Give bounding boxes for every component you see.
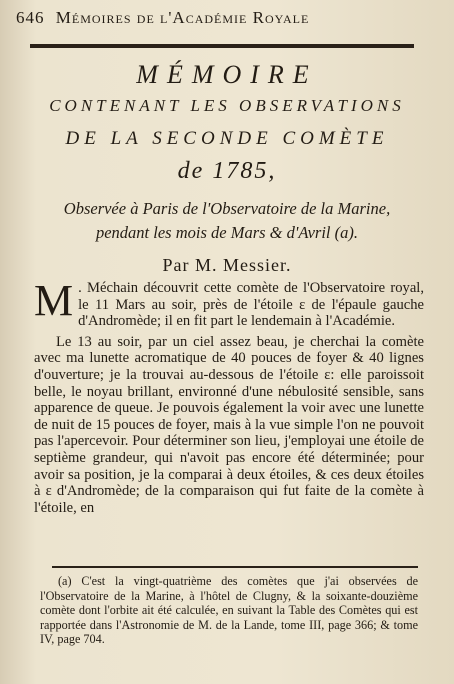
title-subline-1: CONTENANT LES OBSERVATIONS xyxy=(49,96,405,115)
header-rule xyxy=(30,44,414,48)
footnote-text: (a) C'est la vingt-quatrième des comètes que j'ai observées de l'Observatoire de la Marine, à l'hôtel de Clugny, & la soixante-douzième comète dont l'orbite ait été calculée, en suivant la Table des Comètes qui est rapportée dans l'Astronomie de M. de la Lande, tome III, page 366; & tome IV, page 704. xyxy=(40,574,418,647)
paragraph-1-text: . Méchain découvrit cette comète de l'Observatoire royal, le 11 Mars au soir, près de l'étoile ε de l'épaule gauche d'Andromède; il en fit part le lendemain à l'Académie. xyxy=(78,280,424,330)
observation-line-2: pendant les mois de Mars & d'Avril (a). xyxy=(95,223,358,242)
running-head xyxy=(16,8,446,30)
author-line: Par M. Messier. xyxy=(162,255,292,275)
memoir-title: MÉMOIRE xyxy=(136,60,318,89)
title-subline-2: DE LA SECONDE COMÈTE xyxy=(65,128,389,149)
title-year: de 1785, xyxy=(177,158,277,184)
body-text xyxy=(34,276,424,516)
footnote xyxy=(40,574,418,647)
paragraph-1 xyxy=(34,276,424,330)
paragraph-2: Le 13 au soir, par un ciel assez beau, je cherchai la comète avec ma lunette acromatique de 40 pouces de foyer & 40 lignes d'ouverture; je la trouvai au-dessous de l'étoile ε: elle paroissoit belle, le noyau brillant, environné d'une nébulosité sensible, sans apparence de queue. Je pouvois également la voir avec une lunette de nuit de 15 pouces de foyer, mais à la vue simple l'on ne pouvoit pas l'apercevoir. Pour déterminer son lieu, j'employai une étoile de septième grandeur, qui n'avoit pas encore été déterminée; pour avoir sa position, je la comparai à deux étoiles, & ces deux étoiles à ε d'Andromède; de la comparaison qui fut faite de la comète à l'étoile, en xyxy=(34,333,424,516)
footnote-rule xyxy=(52,566,418,568)
observation-line-1: Observée à Paris de l'Observatoire de la Marine, xyxy=(63,199,391,218)
drop-cap: M xyxy=(34,276,74,325)
running-head-title: Mémoires de l'Académie Royale xyxy=(55,8,310,27)
page-number: 646 xyxy=(16,8,45,27)
